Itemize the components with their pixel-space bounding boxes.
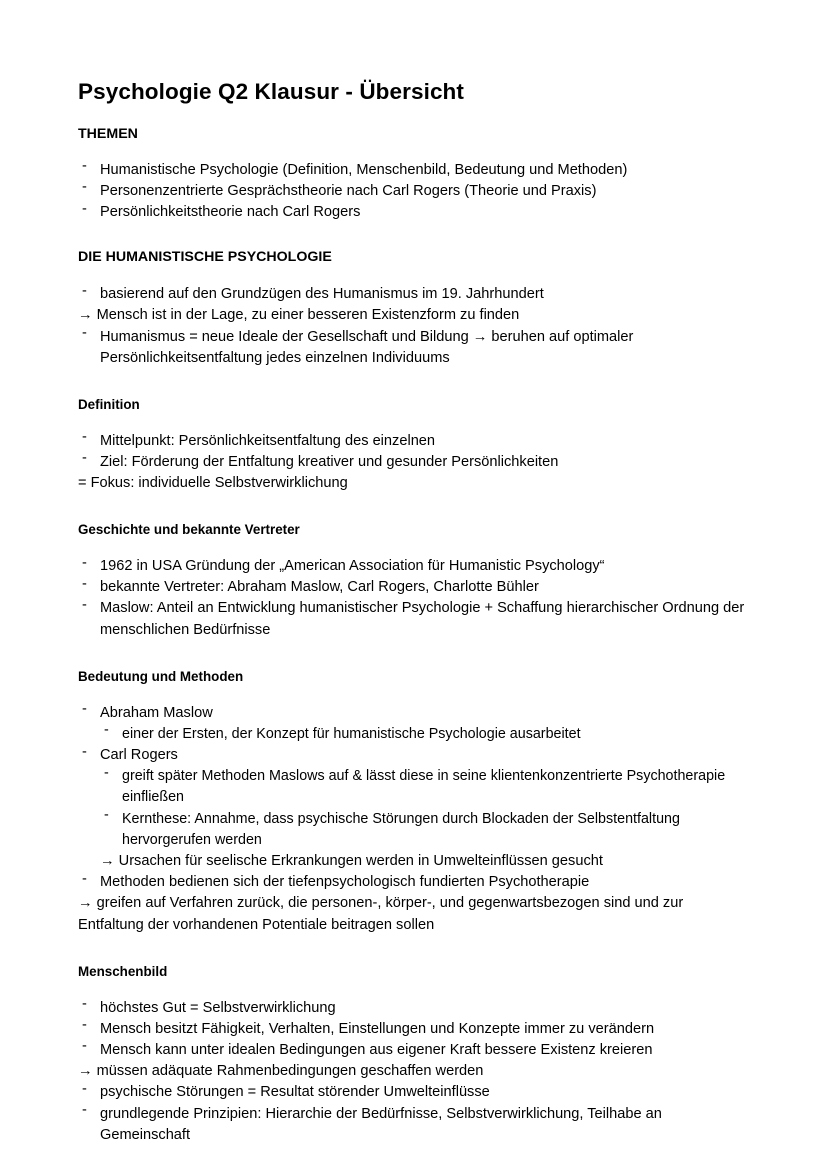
spacer bbox=[78, 981, 750, 998]
list-definition bbox=[78, 431, 750, 495]
list-item: - Maslow: Anteil an Entwicklung humanistischer Psychologie + Schaffung hierarchischer Ordnung der menschlichen Bedürfnisse bbox=[78, 598, 750, 640]
sub-heading-definition: Definition bbox=[78, 396, 140, 412]
list-item: - Abraham Maslow bbox=[78, 703, 750, 724]
list-item: - Humanismus = neue Ideale der Gesellschaft und Bildung → beruhen auf optimaler Persönlichkeitsentfaltung jedes einzelnen Individuums bbox=[78, 327, 750, 369]
spacer bbox=[78, 223, 750, 249]
list-item-nested: - greift später Methoden Maslows auf & lässt diese in seine klientenkonzentrierte Psychotherapie einfließen bbox=[78, 766, 750, 808]
list-item: - Mensch besitzt Fähigkeit, Verhalten, Einstellungen und Konzepte immer zu verändern bbox=[78, 1019, 750, 1040]
spacer bbox=[78, 936, 750, 964]
list-item-nested: - einer der Ersten, der Konzept für humanistische Psychologie ausarbeitet bbox=[78, 724, 750, 745]
list-item: - Carl Rogers bbox=[78, 745, 750, 766]
spacer bbox=[78, 369, 750, 397]
list-item: - Humanistische Psychologie (Definition, Menschenbild, Bedeutung und Methoden) bbox=[78, 160, 750, 181]
list-item: - Methoden bedienen sich der tiefenpsychologisch fundierten Psychotherapie bbox=[78, 872, 750, 893]
list-item: - grundlegende Prinzipien: Hierarchie der Bedürfnisse, Selbstverwirklichung, Teilhabe an Gemeinschaft bbox=[78, 1104, 750, 1146]
list-die-humanistische-psychologie bbox=[78, 284, 750, 369]
spacer bbox=[78, 414, 750, 431]
list-item-arrow: → Mensch ist in der Lage, zu einer besseren Existenzform zu finden bbox=[78, 307, 520, 324]
page-title: Psychologie Q2 Klausur - Übersicht bbox=[78, 79, 464, 104]
list-bedeutung-und-methoden bbox=[78, 703, 750, 936]
list-menschenbild bbox=[78, 998, 750, 1146]
list-item: - bekannte Vertreter: Abraham Maslow, Carl Rogers, Charlotte Bühler bbox=[78, 577, 750, 598]
spacer bbox=[78, 539, 750, 556]
list-themen bbox=[78, 160, 750, 224]
list-item-arrow: → müssen adäquate Rahmenbedingungen geschaffen werden bbox=[78, 1063, 484, 1080]
spacer bbox=[78, 494, 750, 522]
list-item: - psychische Störungen = Resultat störender Umwelteinflüsse bbox=[78, 1082, 750, 1103]
list-item: - 1962 in USA Gründung der „American Association für Humanistic Psychology“ bbox=[78, 556, 750, 577]
sub-heading-bedeutung-und-methoden: Bedeutung und Methoden bbox=[78, 668, 244, 684]
spacer bbox=[78, 144, 750, 160]
list-item: - Persönlichkeitstheorie nach Carl Rogers bbox=[78, 202, 750, 223]
list-item: - basierend auf den Grundzügen des Humanismus im 19. Jahrhundert bbox=[78, 284, 750, 305]
list-item-nested: - Kernthese: Annahme, dass psychische Störungen durch Blockaden der Selbstentfaltung hervorgerufen werden bbox=[78, 809, 750, 851]
list-item: - Personenzentrierte Gesprächstheorie nach Carl Rogers (Theorie und Praxis) bbox=[78, 181, 750, 202]
list-item: - Mittelpunkt: Persönlichkeitsentfaltung des einzelnen bbox=[78, 431, 750, 452]
list-item-arrow: → greifen auf Verfahren zurück, die personen-, körper-, und gegenwartsbezogen sind und zur Entfaltung der vorhandenen Potentiale beitragen sollen bbox=[78, 895, 684, 933]
list-item-arrow: → Ursachen für seelische Erkrankungen werden in Umwelteinflüssen gesucht bbox=[100, 853, 603, 870]
section-heading-themen: THEMEN bbox=[78, 126, 138, 142]
list-item: - Mensch kann unter idealen Bedingungen aus eigener Kraft bessere Existenz kreieren bbox=[78, 1040, 750, 1061]
spacer bbox=[78, 267, 750, 284]
sub-heading-menschenbild: Menschenbild bbox=[78, 963, 168, 979]
sub-heading-geschichte-und-bekannte-vertreter: Geschichte und bekannte Vertreter bbox=[78, 522, 300, 538]
section-heading-die-humanistische-psychologie: DIE HUMANISTISCHE PSYCHOLOGIE bbox=[78, 249, 332, 266]
spacer bbox=[78, 641, 750, 669]
list-item: - Ziel: Förderung der Entfaltung kreativer und gesunder Persönlichkeiten bbox=[78, 452, 750, 473]
list-geschichte-und-bekannte-vertreter bbox=[78, 556, 750, 641]
spacer bbox=[78, 105, 750, 126]
spacer bbox=[78, 686, 750, 703]
list-item-summary: = Fokus: individuelle Selbstverwirklichung bbox=[78, 475, 348, 492]
list-item: - höchstes Gut = Selbstverwirklichung bbox=[78, 998, 750, 1019]
